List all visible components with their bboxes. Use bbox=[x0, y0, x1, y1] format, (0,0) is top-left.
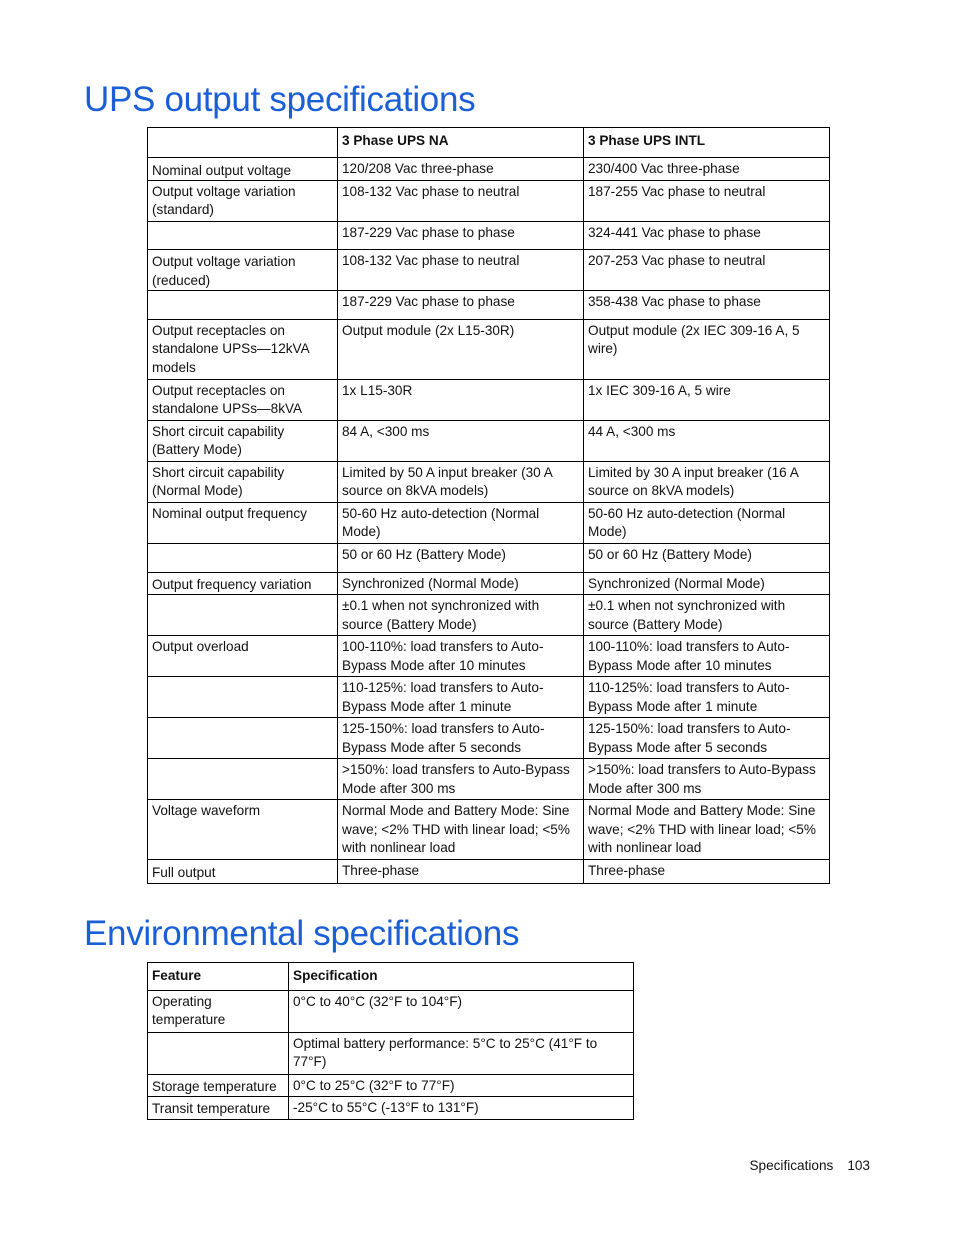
ups-row bbox=[148, 677, 830, 718]
ups-cell: Synchronized (Normal Mode) bbox=[584, 573, 830, 595]
ups-output-heading: UPS output specifications bbox=[84, 80, 476, 119]
ups-row-label: Output receptacles on standalone UPSs—8kVA bbox=[148, 380, 338, 421]
env-row bbox=[148, 1075, 634, 1097]
ups-row-label: Voltage waveform bbox=[148, 800, 338, 859]
footer-section-name: Specifications bbox=[749, 1158, 834, 1173]
env-cell: Optimal battery performance: 5°C to 25°C (41°F to 77°F) bbox=[289, 1033, 634, 1075]
ups-cell: 100-110%: load transfers to Auto-Bypass Mode after 10 minutes bbox=[584, 636, 830, 677]
ups-row bbox=[148, 250, 830, 291]
ups-cell: 50 or 60 Hz (Battery Mode) bbox=[338, 544, 584, 573]
env-cell: 0°C to 25°C (32°F to 77°F) bbox=[289, 1075, 634, 1097]
ups-row bbox=[148, 421, 830, 462]
ups-row bbox=[148, 636, 830, 677]
ups-row-label: Output overload bbox=[148, 636, 338, 677]
ups-cell: 110-125%: load transfers to Auto-Bypass Mode after 1 minute bbox=[584, 677, 830, 718]
ups-cell: Normal Mode and Battery Mode: Sine wave; <2% THD with linear load; <5% with nonlinear load bbox=[338, 800, 584, 859]
ups-row bbox=[148, 595, 830, 636]
ups-cell: Normal Mode and Battery Mode: Sine wave; <2% THD with linear load; <5% with nonlinear load bbox=[584, 800, 830, 859]
ups-cell: Limited by 50 A input breaker (30 A source on 8kVA models) bbox=[338, 462, 584, 503]
environmental-heading: Environmental specifications bbox=[84, 914, 520, 953]
ups-cell: Synchronized (Normal Mode) bbox=[338, 573, 584, 595]
ups-cell: ±0.1 when not synchronized with source (Battery Mode) bbox=[584, 595, 830, 636]
ups-cell: Output module (2x L15-30R) bbox=[338, 320, 584, 380]
ups-row-label bbox=[148, 291, 338, 320]
ups-cell: 100-110%: load transfers to Auto-Bypass Mode after 10 minutes bbox=[338, 636, 584, 677]
environmental-table bbox=[147, 962, 634, 1120]
ups-row bbox=[148, 158, 830, 181]
ups-row bbox=[148, 800, 830, 859]
ups-cell: 1x IEC 309-16 A, 5 wire bbox=[584, 380, 830, 421]
ups-cell: 187-229 Vac phase to phase bbox=[338, 291, 584, 320]
ups-cell: 207-253 Vac phase to neutral bbox=[584, 250, 830, 291]
ups-row bbox=[148, 320, 830, 380]
env-row-label: Operating temperature bbox=[148, 991, 289, 1033]
ups-cell: 125-150%: load transfers to Auto-Bypass Mode after 5 seconds bbox=[584, 718, 830, 759]
ups-cell: 108-132 Vac phase to neutral bbox=[338, 250, 584, 291]
ups-cell: 1x L15-30R bbox=[338, 380, 584, 421]
ups-cell: 120/208 Vac three-phase bbox=[338, 158, 584, 181]
ups-row bbox=[148, 380, 830, 421]
ups-cell: Three-phase bbox=[584, 859, 830, 883]
ups-cell: 108-132 Vac phase to neutral bbox=[338, 181, 584, 222]
ups-row bbox=[148, 503, 830, 544]
ups-row bbox=[148, 759, 830, 800]
ups-cell: 50-60 Hz auto-detection (Normal Mode) bbox=[338, 503, 584, 544]
ups-row-label: Short circuit capability (Battery Mode) bbox=[148, 421, 338, 462]
ups-cell: 324-441 Vac phase to phase bbox=[584, 222, 830, 250]
env-cell: 0°C to 40°C (32°F to 104°F) bbox=[289, 991, 634, 1033]
ups-cell: Limited by 30 A input breaker (16 A source on 8kVA models) bbox=[584, 462, 830, 503]
ups-row-label: Output voltage variation (standard) bbox=[148, 181, 338, 222]
ups-header-cell: 3 Phase UPS INTL bbox=[584, 128, 830, 158]
page-footer bbox=[749, 1158, 870, 1173]
ups-cell: >150%: load transfers to Auto-Bypass Mode after 300 ms bbox=[584, 759, 830, 800]
env-header-cell: Specification bbox=[289, 963, 634, 991]
ups-row-label bbox=[148, 759, 338, 800]
ups-row-label: Output frequency variation bbox=[148, 573, 338, 595]
ups-row bbox=[148, 573, 830, 595]
ups-row-label: Short circuit capability (Normal Mode) bbox=[148, 462, 338, 503]
ups-row-label bbox=[148, 718, 338, 759]
ups-cell: 187-229 Vac phase to phase bbox=[338, 222, 584, 250]
ups-cell: 44 A, <300 ms bbox=[584, 421, 830, 462]
ups-row-label bbox=[148, 222, 338, 250]
ups-row-label: Output voltage variation (reduced) bbox=[148, 250, 338, 291]
ups-row-label: Nominal output voltage bbox=[148, 158, 338, 181]
ups-cell: 50-60 Hz auto-detection (Normal Mode) bbox=[584, 503, 830, 544]
ups-cell: 230/400 Vac three-phase bbox=[584, 158, 830, 181]
env-row bbox=[148, 991, 634, 1033]
ups-header-row bbox=[148, 128, 830, 158]
ups-cell: 187-255 Vac phase to neutral bbox=[584, 181, 830, 222]
env-header-row bbox=[148, 963, 634, 991]
ups-cell: 50 or 60 Hz (Battery Mode) bbox=[584, 544, 830, 573]
env-cell: -25°C to 55°C (-13°F to 131°F) bbox=[289, 1097, 634, 1119]
ups-cell: Three-phase bbox=[338, 859, 584, 883]
env-row-label bbox=[148, 1033, 289, 1075]
ups-cell: 110-125%: load transfers to Auto-Bypass Mode after 1 minute bbox=[338, 677, 584, 718]
ups-row-label: Output receptacles on standalone UPSs—12kVA models bbox=[148, 320, 338, 380]
ups-row bbox=[148, 291, 830, 320]
ups-cell: 125-150%: load transfers to Auto-Bypass Mode after 5 seconds bbox=[338, 718, 584, 759]
ups-row bbox=[148, 181, 830, 222]
ups-output-table bbox=[147, 127, 830, 884]
env-row bbox=[148, 1097, 634, 1119]
page-number: 103 bbox=[847, 1158, 870, 1173]
ups-row bbox=[148, 462, 830, 503]
env-header-cell: Feature bbox=[148, 963, 289, 991]
ups-row-label: Full output bbox=[148, 859, 338, 883]
ups-cell: ±0.1 when not synchronized with source (Battery Mode) bbox=[338, 595, 584, 636]
ups-row-label bbox=[148, 595, 338, 636]
env-row-label: Transit temperature bbox=[148, 1097, 289, 1119]
ups-row-label: Nominal output frequency bbox=[148, 503, 338, 544]
ups-header-cell bbox=[148, 128, 338, 158]
ups-row bbox=[148, 544, 830, 573]
env-row-label: Storage temperature bbox=[148, 1075, 289, 1097]
ups-row bbox=[148, 718, 830, 759]
env-row bbox=[148, 1033, 634, 1075]
ups-cell: 358-438 Vac phase to phase bbox=[584, 291, 830, 320]
ups-cell: Output module (2x IEC 309-16 A, 5 wire) bbox=[584, 320, 830, 380]
ups-row bbox=[148, 859, 830, 883]
ups-cell: >150%: load transfers to Auto-Bypass Mode after 300 ms bbox=[338, 759, 584, 800]
ups-row-label bbox=[148, 677, 338, 718]
ups-header-cell: 3 Phase UPS NA bbox=[338, 128, 584, 158]
ups-cell: 84 A, <300 ms bbox=[338, 421, 584, 462]
ups-row bbox=[148, 222, 830, 250]
ups-row-label bbox=[148, 544, 338, 573]
